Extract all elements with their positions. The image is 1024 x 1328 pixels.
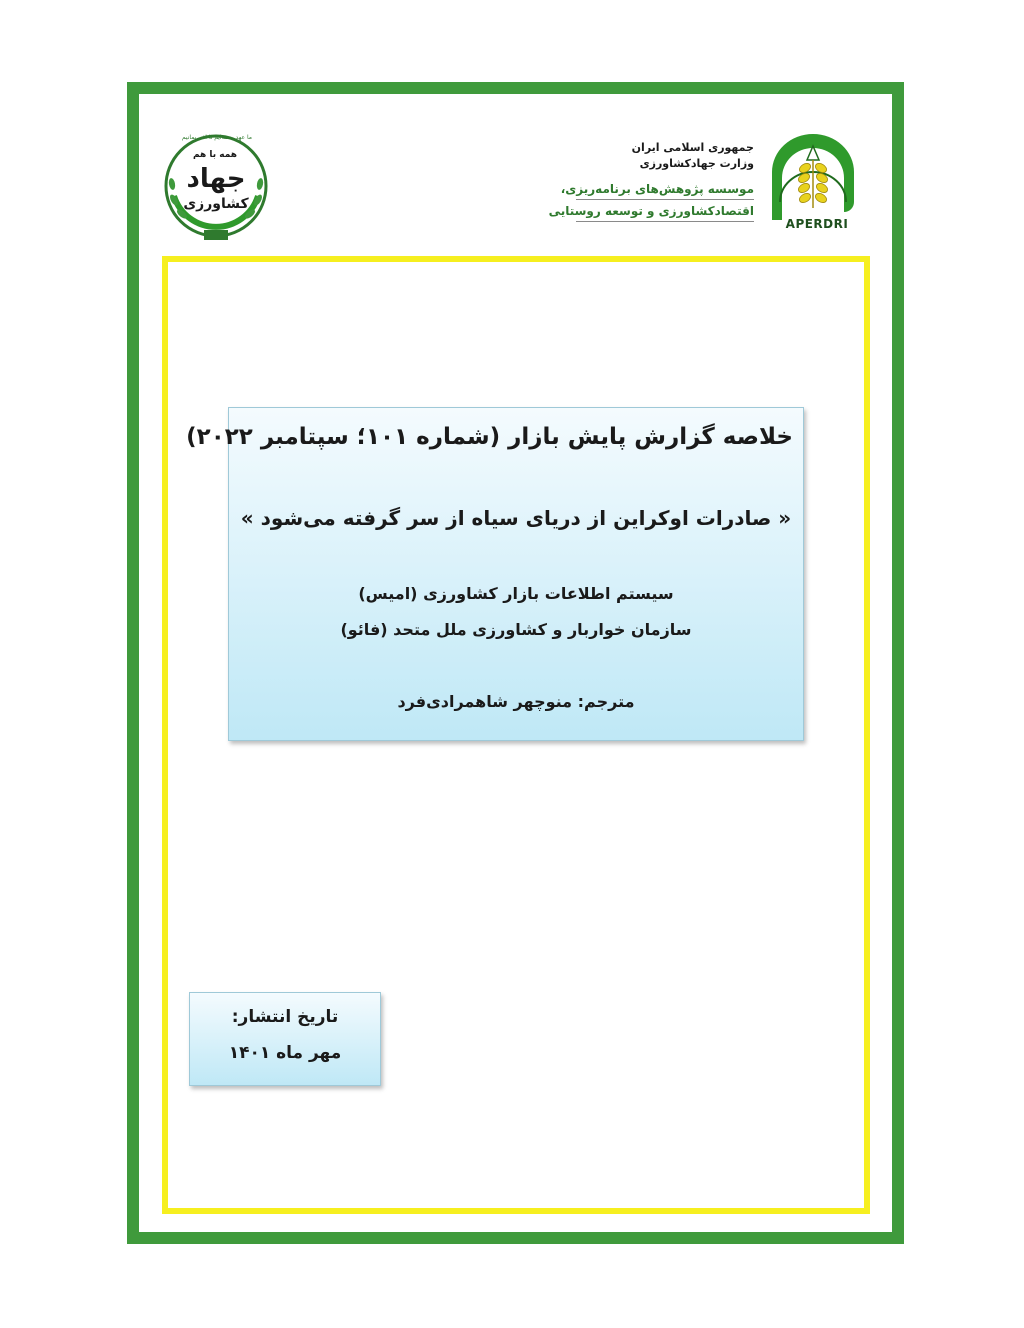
publication-date-value: مهر ماه ۱۴۰۱ bbox=[228, 1043, 342, 1063]
jahad-seal-logo bbox=[160, 130, 272, 246]
seal-bottom-text: کشاورزی bbox=[183, 196, 249, 212]
seal-motto: ما عهد بسته‌ایم تا آخر بمانیم bbox=[182, 134, 252, 141]
title-box bbox=[186, 407, 804, 741]
seal-main-text: جهاد bbox=[186, 164, 246, 194]
ministry-line-2: وزارت جهادکشاورزی bbox=[639, 157, 754, 170]
institute-logo-block bbox=[548, 130, 868, 240]
publication-date-box bbox=[189, 992, 381, 1086]
institute-line-2: اقتصادکشاورزی و توسعه روستایی bbox=[576, 202, 754, 222]
ministry-line-1: جمهوری اسلامی ایران bbox=[631, 141, 754, 154]
source-system: سیستم اطلاعات بازار کشاورزی (امیس) bbox=[358, 584, 674, 603]
aperdri-label: APERDRI bbox=[785, 217, 849, 231]
institute-name bbox=[548, 180, 754, 224]
publication-date-label: تاریخ انتشار: bbox=[231, 1007, 339, 1027]
report-subtitle: « صادرات اوکراین از دریای سیاه از سر گرفته می‌شود » bbox=[240, 506, 792, 530]
source-organization: سازمان خواربار و کشاورزی ملل متحد (فائو) bbox=[340, 620, 692, 639]
institute-line-1: موسسه پژوهش‌های برنامه‌ریزی، bbox=[576, 180, 754, 200]
report-title: خلاصه گزارش پایش بازار (شماره ۱۰۱؛ سپتامبر ۲۰۲۲) bbox=[186, 424, 793, 450]
seal-top-text: همه با هم bbox=[192, 150, 238, 160]
translator-credit: مترجم: منوچهر شاهمرادی‌فرد bbox=[397, 692, 635, 711]
ministry-lines bbox=[631, 140, 754, 172]
